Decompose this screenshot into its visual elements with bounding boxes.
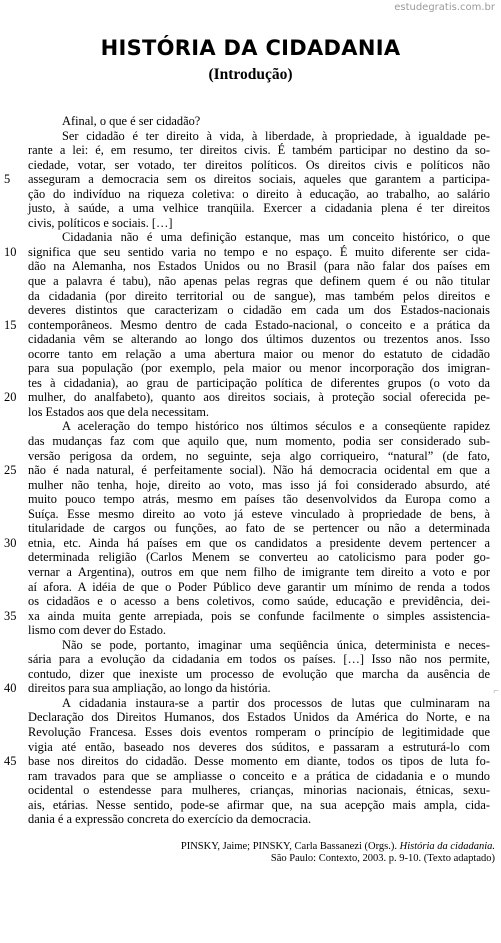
text-line [28,507,490,522]
line-number: 20 [4,390,17,405]
text-line [4,172,490,187]
text-line [28,289,490,304]
text-line-content: que a palavra é tabu), não apenas pelas regras que definem quem é ou não titular [28,274,490,289]
text-line-content: civis, políticos e sociais. […] [28,215,173,230]
text-line [28,740,490,755]
text-line [28,725,490,740]
source-line-2: São Paulo: Contexto, 2003. p. 9-10. (Texto adaptado) [270,852,495,864]
text-line [28,129,490,144]
text-line [4,535,490,551]
text-line-content: para sua população (por exemplo, pela maior ou menor incorporação dos imigran- [28,361,490,376]
text-line-content: determinada religião (Carlos Menem se converteu ao catolicismo para poder go- [28,550,490,565]
text-line-content: ais, etárias. Nesse sentido, pode-se afirmar que, na sua acepção mais ampla, cida- [28,797,490,812]
text-line [28,361,490,376]
text-line-content: contudo, dizer que inexiste um processo de evolução que marcha da ausência de [28,666,490,681]
text-line [4,317,490,333]
text-line-content: cidadania vêm se alterando ao longo dos últimos duzentos ou trezentos anos. Isso [28,332,490,347]
text-line-content: ram travados para que se ampliasse o conceito e a prática de cidadania e o mundo [28,768,490,783]
text-line-content: lismo com dever do Estado. [28,623,166,638]
text-line-content: vigia até então, baseado nos deveres dos súditos, e passaram a estruturá-lo com [28,739,490,754]
text-line-content: mulher, do analfabeto), quanto aos direitos sociais, à proteção social oferecida pe- [28,390,490,405]
site-watermark: estudegratis.com.br [394,2,495,13]
text-line-content: ciedade, votar, ser votado, ter direitos políticos. Os direitos civis e políticos não [28,157,490,172]
text-line [28,449,490,464]
text-line-content: etnia, etc. Ainda há países em que os candidatos a presidente devem pertencer a [28,535,490,550]
text-line [28,580,490,595]
source-line-1 [140,841,495,853]
text-line-content: Não se pode, portanto, imaginar uma seqüência única, determinista e neces- [62,637,490,652]
text-line-content: muito pouco tempo atrás, mesmo em países tão desenvolvidos da Europa como a [28,492,490,507]
text-line [28,565,490,580]
text-line-content: rante a lei: é, em resumo, ter direitos civis. É também participar no destino da so- [28,143,490,158]
source-authors: PINSKY, Jaime; PINSKY, Carla Bassanezi (Orgs.). [180,840,400,852]
text-line-content: Afinal, o que é ser cidadão? [62,114,201,128]
line-number: 15 [4,317,17,332]
text-line [28,274,490,289]
text-line [28,347,490,362]
text-line-content: deveres distintos que caracterizam o cidadão em cada um dos Estados-nacionais [28,303,490,318]
text-line [4,390,490,405]
text-line [28,623,490,638]
text-line [28,419,490,434]
text-line-content: Cidadania não é uma definição estanque, mas um conceito histórico, o que [62,230,490,245]
text-line [4,681,490,696]
text-line-content: ocidental o estendesse para mulheres, crianças, minorias nacionais, étnicas, sexu- [28,783,490,798]
text-line [4,244,490,260]
text-line [28,158,490,173]
line-number: 30 [4,535,17,550]
text-line [4,608,490,624]
line-number: 5 [4,172,11,187]
text-line-content: asseguram a democracia sem os direitos sociais, aqueles que garantem a participa- [28,172,490,187]
text-line [28,696,490,711]
text-line-content: dão na Alemanha, nos Estados Unidos ou no Brasil (para não falar dos países em [28,259,490,274]
text-line-content: A aceleração do tempo histórico nos últimos séculos e a conseqüente rapidez [62,419,490,434]
text-line [28,710,490,725]
text-line-content: justo, à saúde, a uma velhice tranqüila. Exercer a cidadania plena é ter direitos [28,201,490,216]
text-line [28,769,490,784]
text-line [28,187,490,202]
page-title: HISTÓRIA DA CIDADANIA [100,36,401,60]
text-line-content: direitos para sua ampliação, ao longo da história. [28,681,271,696]
text-line-content: Suíça. Esse mesmo direito ao voto já esteve vinculado à propriedade de bens, à [28,506,490,521]
text-line [28,143,490,158]
source-book-title: História da cidadania. [399,840,495,852]
text-line-content: ção do indivíduo na riqueza coletiva: o direito à educação, ao trabalho, ao salário [28,186,490,201]
text-line-content: vernar a Argentina), outros em que nem filho de imigrante tem direito a voto e por [28,564,490,579]
text-line [28,638,490,653]
text-line [28,652,490,667]
text-line-content: Ser cidadão é ter direito à vida, à liberdade, à propriedade, à igualdade pe- [62,128,490,143]
text-line-content: sária para a evolução da cidadania em todos os países. […] Isso não nos permite, [28,652,490,667]
text-line [28,376,490,391]
text-line [28,812,490,827]
text-line-content: versão perigosa da ordem, no seguinte, seja algo corriqueiro, “natural” (de fato, [28,448,490,463]
text-line-content: Declaração dos Direitos Humanos, dos Estados Unidos da América do Norte, e na [28,710,490,725]
source-citation [140,841,495,865]
text-line-content: ocorre tanto em relação a uma abertura maior ou menor do estatuto de cidadão [28,346,490,361]
line-number: 45 [4,754,17,769]
text-line [28,783,490,798]
text-line [28,259,490,274]
text-line-content: xa ainda muita gente arrepiada, pois se confunde facilmente o simples assistencia- [28,608,490,623]
text-line-content: significa que seu sentido varia no tempo e no espaço. É muito diferente ser cida- [28,244,490,259]
text-line-content: base nos direitos do cidadão. Desse momento em diante, todos os tipos de luta fo- [28,754,490,769]
page-subtitle: (Introdução) [208,66,293,83]
text-line [28,594,490,609]
text-line [28,550,490,565]
text-line-content: os cidadãos e o acesso a bens coletivos, como saúde, educação e previdência, dei- [28,594,490,609]
text-line [28,521,490,536]
text-line-content: los Estados aos que dela necessitam. [28,404,209,419]
text-line-content: não é nada natural, é perfeitamente social). Não há democracia ocidental em que a [28,463,490,478]
text-line [28,434,490,449]
margin-mark: ⌐ [493,685,499,697]
text-line [28,201,490,216]
text-body [4,114,490,827]
text-line-content: da cidadania (por direito territorial ou de sangue), mas também pelos direitos e [28,288,490,303]
line-number: 25 [4,463,17,478]
text-line [28,405,490,420]
text-line-content: titularidade de cargos ou funções, ao fato de se pertencer ou não a determinada [28,521,490,536]
line-number: 10 [4,244,17,259]
text-line-content: A cidadania instaura-se a partir dos processos de lutas que culminaram na [62,695,490,710]
text-line [4,754,490,769]
text-line-content: aí afora. A idéia de que o Poder Público deve garantir um mínimo de renda a todos [28,579,490,594]
text-line [28,303,490,318]
text-line [28,492,490,507]
text-line-content: das mudanças faz com que aquilo que, num momento, podia ser considerado sub- [28,434,490,449]
text-line [4,463,490,478]
text-line-content: Revolução Francesa. Esses dois eventos romperam o princípio de legitimidade que [28,724,490,739]
text-line-content: mulher não tenha, hoje, direito ao voto, mas isso já foi considerado absurdo, até [28,477,490,492]
text-line-content: contemporâneos. Mesmo dentro de cada Estado-nacional, o conceito e a prática da [28,317,490,332]
text-line [28,478,490,493]
text-line [28,667,490,682]
text-line-content: dania é a expressão concreta do exercício da democracia. [28,812,312,827]
text-line [28,798,490,813]
text-line [28,230,490,245]
line-number: 35 [4,608,17,623]
text-line-content: tes à cidadania), ao grau de participação política de diferentes grupos (o voto da [28,375,490,390]
text-line [28,332,490,347]
text-line [28,216,490,231]
line-number: 40 [4,681,17,696]
text-line [28,114,490,129]
